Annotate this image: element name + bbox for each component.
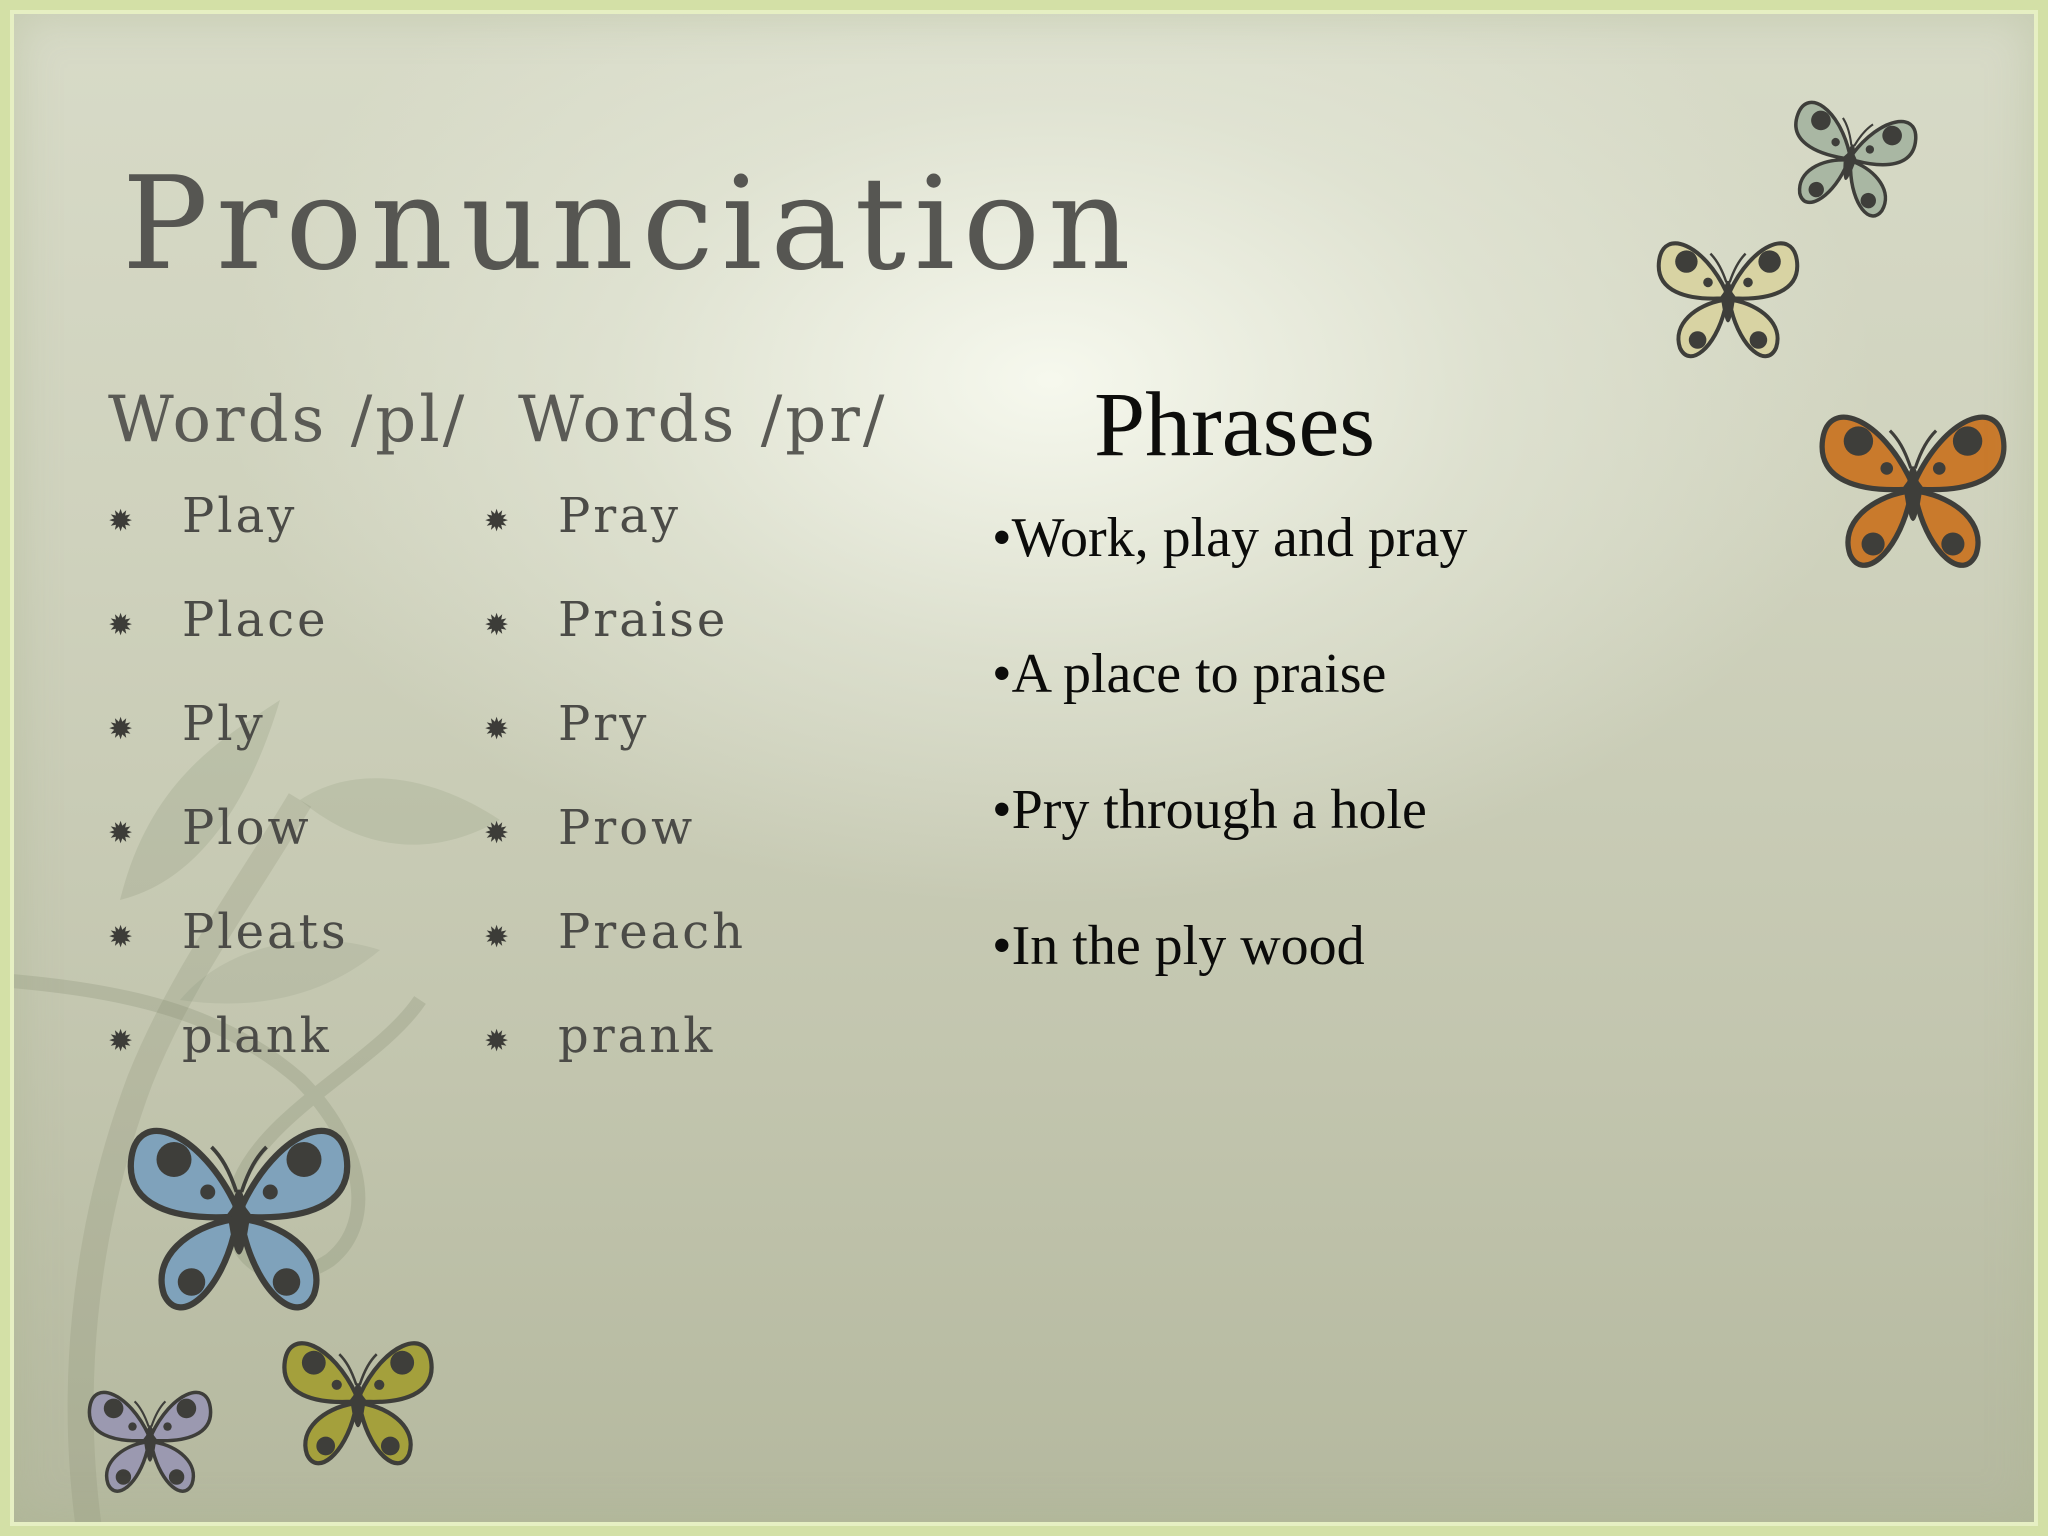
word-label: Pleats [182, 904, 349, 960]
list-item [484, 904, 887, 1016]
phrase-item: •In the ply wood [992, 915, 1365, 977]
list-item [484, 696, 887, 808]
phrase-item: •Pry through a hole [992, 779, 1427, 841]
words-pr-heading: Words /pr/ [518, 383, 888, 457]
butterfly-lavender-icon [80, 1364, 220, 1506]
bullet-icon: ✹ [108, 816, 134, 851]
slide-title: Pronunciation [122, 150, 1139, 299]
list-item [108, 904, 467, 1016]
words-pl-heading: Words /pl/ [108, 383, 468, 457]
word-label: Praise [558, 592, 729, 648]
bullet-icon: ✹ [484, 1024, 510, 1059]
bullet-icon: ✹ [484, 816, 510, 851]
word-label: Pry [558, 696, 650, 752]
list-item [108, 592, 467, 704]
list-item [484, 488, 887, 600]
word-label: Place [182, 592, 329, 648]
bullet-icon: ✹ [108, 608, 134, 643]
butterfly-orange-icon [1808, 366, 2018, 596]
word-label: Plow [182, 800, 312, 856]
words-pl-list [108, 488, 467, 1120]
bullet-icon: ✹ [484, 608, 510, 643]
list-item [484, 1008, 887, 1120]
phrase-item: •A place to praise [992, 643, 1387, 705]
bullet-icon: ✹ [108, 712, 134, 747]
list-item [108, 696, 467, 808]
bullet-icon: ✹ [108, 504, 134, 539]
word-label: plank [182, 1008, 332, 1064]
bullet-icon: ✹ [108, 1024, 134, 1059]
list-item [108, 800, 467, 912]
words-pr-list [484, 488, 887, 1120]
bullet-icon: ✹ [484, 712, 510, 747]
words-pl-column [108, 383, 468, 1120]
butterfly-cream-icon [1628, 212, 1828, 372]
word-label: Preach [558, 904, 747, 960]
butterfly-olive-icon [270, 1310, 446, 1480]
bullet-icon: ✹ [484, 504, 510, 539]
list-item [484, 800, 887, 912]
words-pr-column [484, 383, 888, 1120]
word-label: Play [182, 488, 298, 544]
word-label: Pray [558, 488, 681, 544]
word-label: Ply [182, 696, 266, 752]
bullet-icon: ✹ [484, 920, 510, 955]
phrases-list [992, 507, 1468, 1054]
bullet-icon: ✹ [108, 920, 134, 955]
list-item [108, 488, 467, 600]
phrases-heading: Phrases [1094, 373, 1376, 475]
phrase-item: •Work, play and pray [992, 507, 1468, 569]
list-item [484, 592, 887, 704]
word-label: Prow [558, 800, 696, 856]
word-label: prank [558, 1008, 716, 1064]
list-item [108, 1008, 467, 1120]
